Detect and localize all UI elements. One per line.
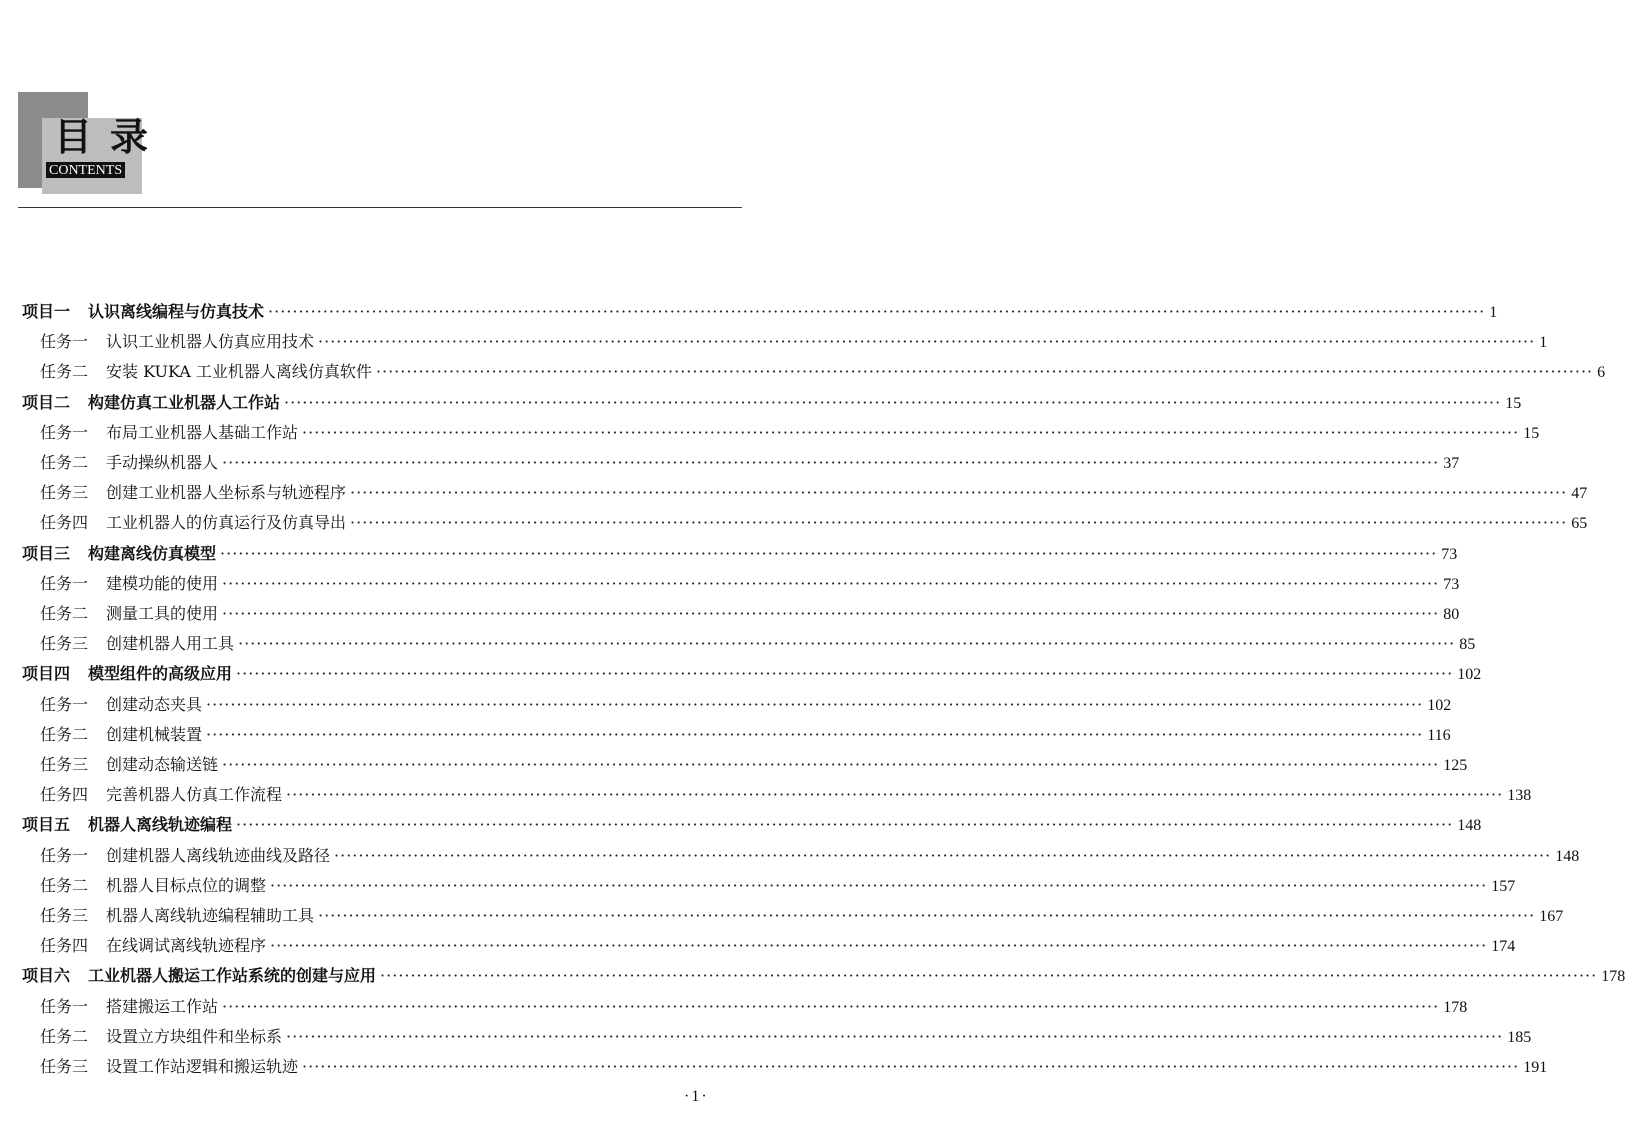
toc-task-entry xyxy=(40,995,1468,1019)
toc-leader-dots: ········································································································································································································ xyxy=(334,845,1552,865)
toc-leader-dots: ········································································································································································································ xyxy=(222,604,1440,623)
toc-entry-number: 任务二 xyxy=(40,875,89,895)
toc-project-entry xyxy=(22,813,1482,837)
toc-entry-page: 157 xyxy=(1491,877,1516,895)
toc-entry-title: 创建动态输送链 xyxy=(106,755,219,774)
toc-task-entry xyxy=(40,723,1451,747)
toc-entry-number: 任务二 xyxy=(40,604,89,623)
toc-leader-dots: ········································································································································································································ xyxy=(350,483,1568,503)
toc-task-entry xyxy=(40,904,1564,928)
toc-entry-number: 任务三 xyxy=(40,483,89,503)
toc-leader-dots: ········································································································································································································ xyxy=(222,453,1440,472)
toc-entry-title: 工业机器人搬运工作站系统的创建与应用 xyxy=(88,966,377,986)
toc-project-entry xyxy=(22,662,1482,686)
toc-entry-title: 机器人离线轨迹编程辅助工具 xyxy=(106,906,315,925)
toc-entry-number: 项目四 xyxy=(22,664,71,684)
toc-entry-page: 6 xyxy=(1597,364,1606,382)
toc-task-entry xyxy=(40,330,1548,354)
toc-leader-dots: ········································································································································································································ xyxy=(302,1057,1520,1076)
toc-entry-number: 任务一 xyxy=(40,422,89,442)
toc-entry-title: 创建机器人离线轨迹曲线及路径 xyxy=(106,845,331,865)
toc-entry-title: 在线调试离线轨迹程序 xyxy=(106,936,267,956)
toc-task-entry xyxy=(40,421,1540,445)
toc-entry-number: 任务三 xyxy=(40,906,89,925)
toc-entry-title: 搭建搬运工作站 xyxy=(106,996,219,1016)
toc-entry-page: 148 xyxy=(1457,817,1482,835)
toc-task-entry xyxy=(40,934,1516,958)
toc-entry-number: 任务三 xyxy=(40,634,89,654)
toc-leader-dots: ········································································································································································································ xyxy=(236,664,1454,684)
toc-entry-number: 任务一 xyxy=(40,573,89,593)
toc-entry-page: 1 xyxy=(1539,334,1548,352)
toc-entry-page: 47 xyxy=(1571,485,1588,503)
toc-project-entry xyxy=(22,300,1498,324)
toc-project-entry xyxy=(22,542,1458,566)
toc-leader-dots: ········································································································································································································ xyxy=(222,996,1440,1016)
toc-task-entry xyxy=(40,511,1588,535)
toc-entry-number: 任务三 xyxy=(40,755,89,774)
toc-leader-dots: ········································································································································································································ xyxy=(380,966,1598,986)
toc-entry-title: 建模功能的使用 xyxy=(106,573,219,593)
toc-entry-number: 项目三 xyxy=(22,543,71,563)
toc-leader-dots: ········································································································································································································ xyxy=(220,543,1438,563)
toc-task-entry xyxy=(40,572,1460,596)
toc-entry-number: 任务四 xyxy=(40,513,89,533)
toc-entry-page: 178 xyxy=(1601,968,1625,986)
toc-entry-page: 148 xyxy=(1555,847,1580,865)
toc-entry-page: 73 xyxy=(1441,545,1458,563)
toc-leader-dots: ········································································································································································································ xyxy=(236,815,1454,835)
toc-leader-dots: ········································································································································································································ xyxy=(206,694,1424,714)
toc-entry-number: 任务一 xyxy=(40,332,89,352)
toc-leader-dots: ········································································································································································································ xyxy=(206,724,1424,744)
toc-entry-page: 65 xyxy=(1571,515,1588,533)
toc-entry-page: 37 xyxy=(1443,455,1460,472)
toc-entry-number: 任务一 xyxy=(40,694,89,714)
toc-entry-title: 机器人目标点位的调整 xyxy=(106,875,267,895)
toc-entry-number: 任务一 xyxy=(40,996,89,1016)
toc-entry-title: 测量工具的使用 xyxy=(106,604,219,623)
toc-entry-title: 工业机器人的仿真运行及仿真导出 xyxy=(106,513,347,533)
toc-entry-title: 构建离线仿真模型 xyxy=(88,543,217,563)
toc-leader-dots: ········································································································································································································ xyxy=(270,936,1488,956)
toc-task-entry xyxy=(40,753,1468,777)
toc-entry-number: 项目二 xyxy=(22,392,71,412)
toc-entry-page: 191 xyxy=(1523,1059,1548,1076)
toc-leader-dots: ········································································································································································································ xyxy=(375,362,1594,382)
toc-task-entry xyxy=(40,602,1460,626)
toc-entry-title: 认识工业机器人仿真应用技术 xyxy=(106,332,315,352)
toc-entry-page: 73 xyxy=(1443,575,1460,593)
toc-leader-dots: ········································································································································································································ xyxy=(222,573,1440,593)
page-number: ·1· xyxy=(684,1088,709,1105)
toc-entry-page: 138 xyxy=(1507,787,1532,805)
toc-entry-title: 设置立方块组件和坐标系 xyxy=(106,1026,283,1046)
toc-entry-title: 机器人离线轨迹编程 xyxy=(88,815,233,835)
toc-entry-page: 85 xyxy=(1459,636,1476,654)
toc-task-entry xyxy=(40,874,1516,898)
toc-entry-number: 任务二 xyxy=(40,453,89,472)
toc-leader-dots: ········································································································································································································ xyxy=(222,755,1440,774)
toc-task-entry xyxy=(40,632,1476,656)
toc-leader-dots: ········································································································································································································ xyxy=(238,634,1456,654)
toc-entry-page: 174 xyxy=(1491,938,1516,956)
toc-entry-page: 185 xyxy=(1507,1028,1532,1046)
toc-entry-title: 构建仿真工业机器人工作站 xyxy=(88,392,281,412)
toc-leader-dots: ········································································································································································································ xyxy=(286,1026,1504,1046)
toc-entry-title: 创建动态夹具 xyxy=(106,694,203,714)
toc-entry-page: 178 xyxy=(1443,998,1468,1016)
toc-entry-title: 创建机械装置 xyxy=(106,724,203,744)
toc-entry-page: 102 xyxy=(1457,666,1482,684)
toc-entry-title: 创建机器人用工具 xyxy=(106,634,235,654)
toc-entry-number: 项目六 xyxy=(22,966,71,986)
toc-task-entry xyxy=(40,844,1580,868)
toc-entry-title: 完善机器人仿真工作流程 xyxy=(106,785,283,805)
toc-leader-dots: ········································································································································································································ xyxy=(270,875,1488,895)
toc-leader-dots: ········································································································································································································ xyxy=(286,785,1504,805)
toc-entry-page: 167 xyxy=(1539,908,1564,925)
toc-entry-number: 任务四 xyxy=(40,936,89,956)
contents-subtitle: CONTENTS xyxy=(46,162,125,178)
toc-task-entry xyxy=(40,360,1606,384)
toc-entry-page: 116 xyxy=(1427,726,1451,744)
toc-task-entry xyxy=(40,693,1452,717)
toc-entry-title: 布局工业机器人基础工作站 xyxy=(106,422,299,442)
toc-entry-title: 安装 KUKA 工业机器人离线仿真软件 xyxy=(106,362,372,382)
toc-entry-page: 15 xyxy=(1523,424,1540,442)
toc-entry-page: 102 xyxy=(1427,696,1452,714)
toc-entry-title: 认识离线编程与仿真技术 xyxy=(88,302,265,321)
toc-leader-dots: ········································································································································································································ xyxy=(284,392,1502,412)
toc-leader-dots: ········································································································································································································ xyxy=(318,332,1536,352)
toc-entry-number: 任务二 xyxy=(40,362,89,382)
toc-entry-title: 创建工业机器人坐标系与轨迹程序 xyxy=(106,483,347,503)
toc-leader-dots: ········································································································································································································ xyxy=(302,422,1520,442)
toc-entry-page: 80 xyxy=(1443,606,1460,623)
toc-entry-number: 项目一 xyxy=(22,302,71,321)
toc-entry-page: 125 xyxy=(1443,757,1468,774)
toc-task-entry xyxy=(40,1025,1532,1049)
header-divider xyxy=(18,207,742,208)
toc-leader-dots: ········································································································································································································ xyxy=(318,906,1536,925)
toc-task-entry xyxy=(40,451,1460,475)
toc-entry-number: 任务二 xyxy=(40,724,89,744)
toc-entry-page: 1 xyxy=(1489,304,1498,321)
toc-task-entry xyxy=(40,1055,1548,1079)
toc-task-entry xyxy=(40,783,1532,807)
toc-leader-dots: ········································································································································································································ xyxy=(350,513,1568,533)
toc-entry-number: 任务一 xyxy=(40,845,89,865)
toc-entry-title: 模型组件的高级应用 xyxy=(88,664,233,684)
toc-entry-number: 任务二 xyxy=(40,1026,89,1046)
toc-entry-number: 任务四 xyxy=(40,785,89,805)
toc-entry-page: 15 xyxy=(1505,394,1522,412)
toc-task-entry xyxy=(40,481,1588,505)
toc-project-entry xyxy=(22,391,1522,415)
contents-title: 目录 xyxy=(54,115,167,159)
toc-entry-number: 项目五 xyxy=(22,815,71,835)
toc-entry-title: 手动操纵机器人 xyxy=(106,453,219,472)
toc-entry-title: 设置工作站逻辑和搬运轨迹 xyxy=(106,1057,299,1076)
toc-project-entry xyxy=(22,964,1625,988)
toc-leader-dots: ········································································································································································································ xyxy=(268,302,1486,321)
toc-entry-number: 任务三 xyxy=(40,1057,89,1076)
